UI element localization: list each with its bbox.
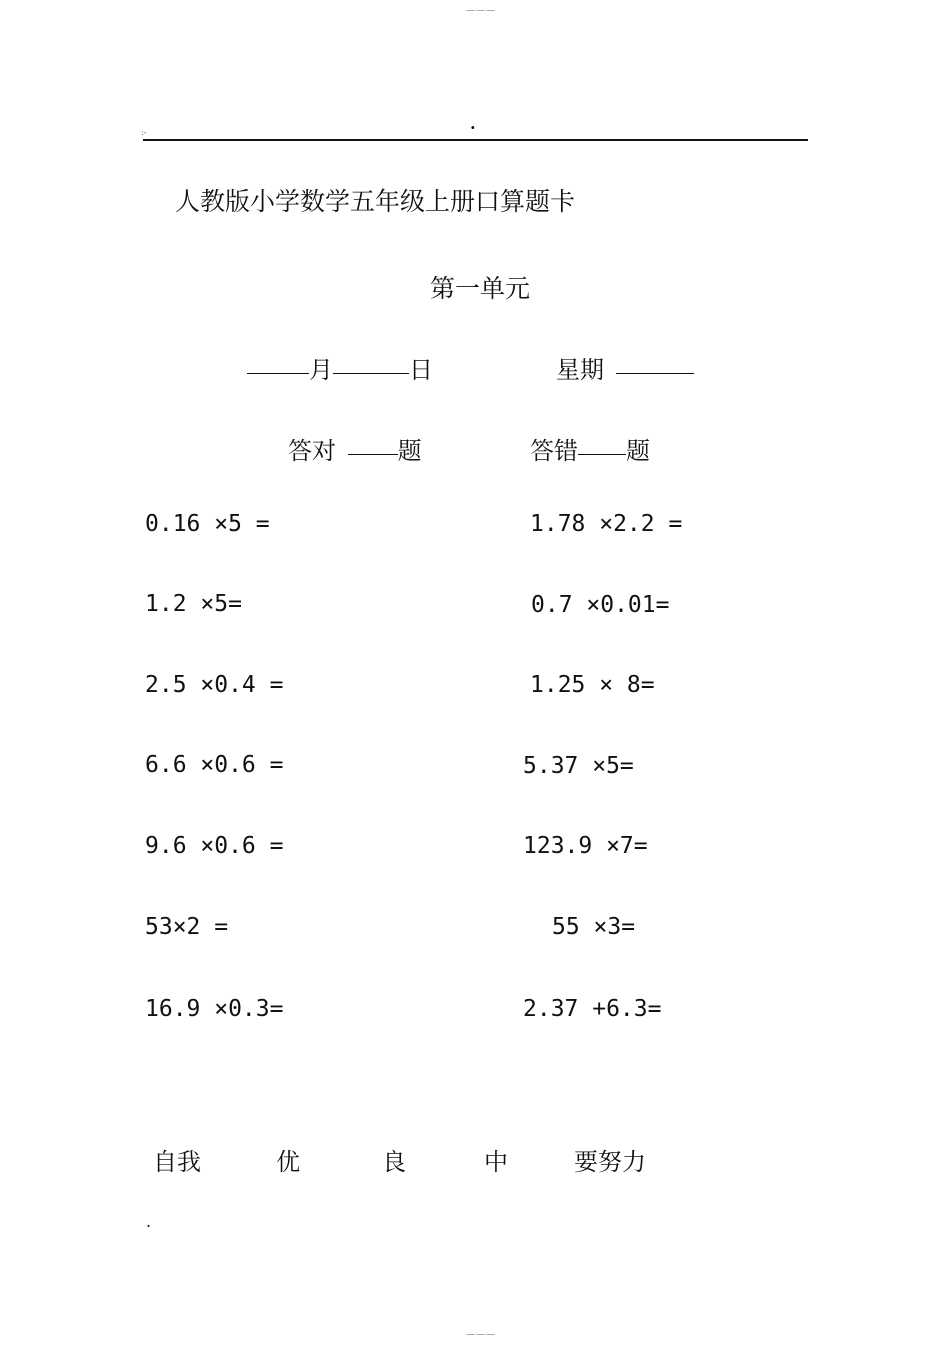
grade-option-needs-effort: 要努力	[574, 1148, 646, 1176]
grade-option-good: 良	[382, 1148, 406, 1176]
problem-left-4: 6.6 ×0.6 =	[145, 752, 284, 778]
problem-left-6: 53×2 =	[145, 914, 229, 940]
problem-left-2: 1.2 ×5=	[145, 591, 242, 617]
correct-label: 答对	[288, 437, 336, 465]
problem-right-1: 1.78 ×2.2 =	[530, 511, 683, 537]
problem-right-2: 0.7 ×0.01=	[531, 592, 670, 618]
problem-right-4: 5.37 ×5=	[523, 753, 634, 779]
wrong-blank	[578, 454, 626, 455]
month-label: 月	[309, 356, 333, 384]
problem-left-7: 16.9 ×0.3=	[145, 996, 284, 1022]
wrong-count	[530, 431, 650, 466]
problem-left-5: 9.6 ×0.6 =	[145, 833, 284, 859]
wrong-unit: 题	[626, 437, 650, 465]
month-blank	[247, 373, 309, 374]
day-blank	[333, 373, 409, 374]
problem-right-3: 1.25 × 8=	[530, 672, 655, 698]
unit-heading: 第一单元	[430, 274, 531, 303]
header-tiny-mark: :-	[141, 128, 147, 137]
weekday-blank	[616, 373, 694, 374]
problem-right-7: 2.37 +6.3=	[523, 996, 662, 1022]
weekday-label: 星期	[556, 356, 604, 384]
problem-right-6: 55 ×3=	[552, 914, 636, 940]
page-footer-mark: ———	[466, 1330, 496, 1340]
weekday-row	[556, 350, 694, 385]
correct-unit: 题	[397, 437, 422, 465]
document-title: 人教版小学数学五年级上册口算题卡	[175, 187, 576, 216]
wrong-label: 答错	[530, 437, 578, 465]
problem-left-3: 2.5 ×0.4 =	[145, 672, 284, 698]
correct-blank	[348, 454, 398, 455]
header-rule	[143, 139, 808, 141]
grade-option-fair: 中	[484, 1148, 508, 1176]
header-dot: .	[470, 114, 476, 133]
correct-count	[288, 431, 422, 466]
self-grade-label: 自我	[153, 1148, 201, 1176]
page-header-mark: ———	[466, 6, 496, 16]
problem-left-1: 0.16 ×5 =	[145, 511, 270, 537]
footer-dot: .	[146, 1212, 152, 1231]
day-label: 日	[409, 356, 433, 384]
grade-option-excellent: 优	[276, 1148, 300, 1176]
problem-right-5: 123.9 ×7=	[523, 833, 648, 859]
date-row	[247, 350, 433, 385]
